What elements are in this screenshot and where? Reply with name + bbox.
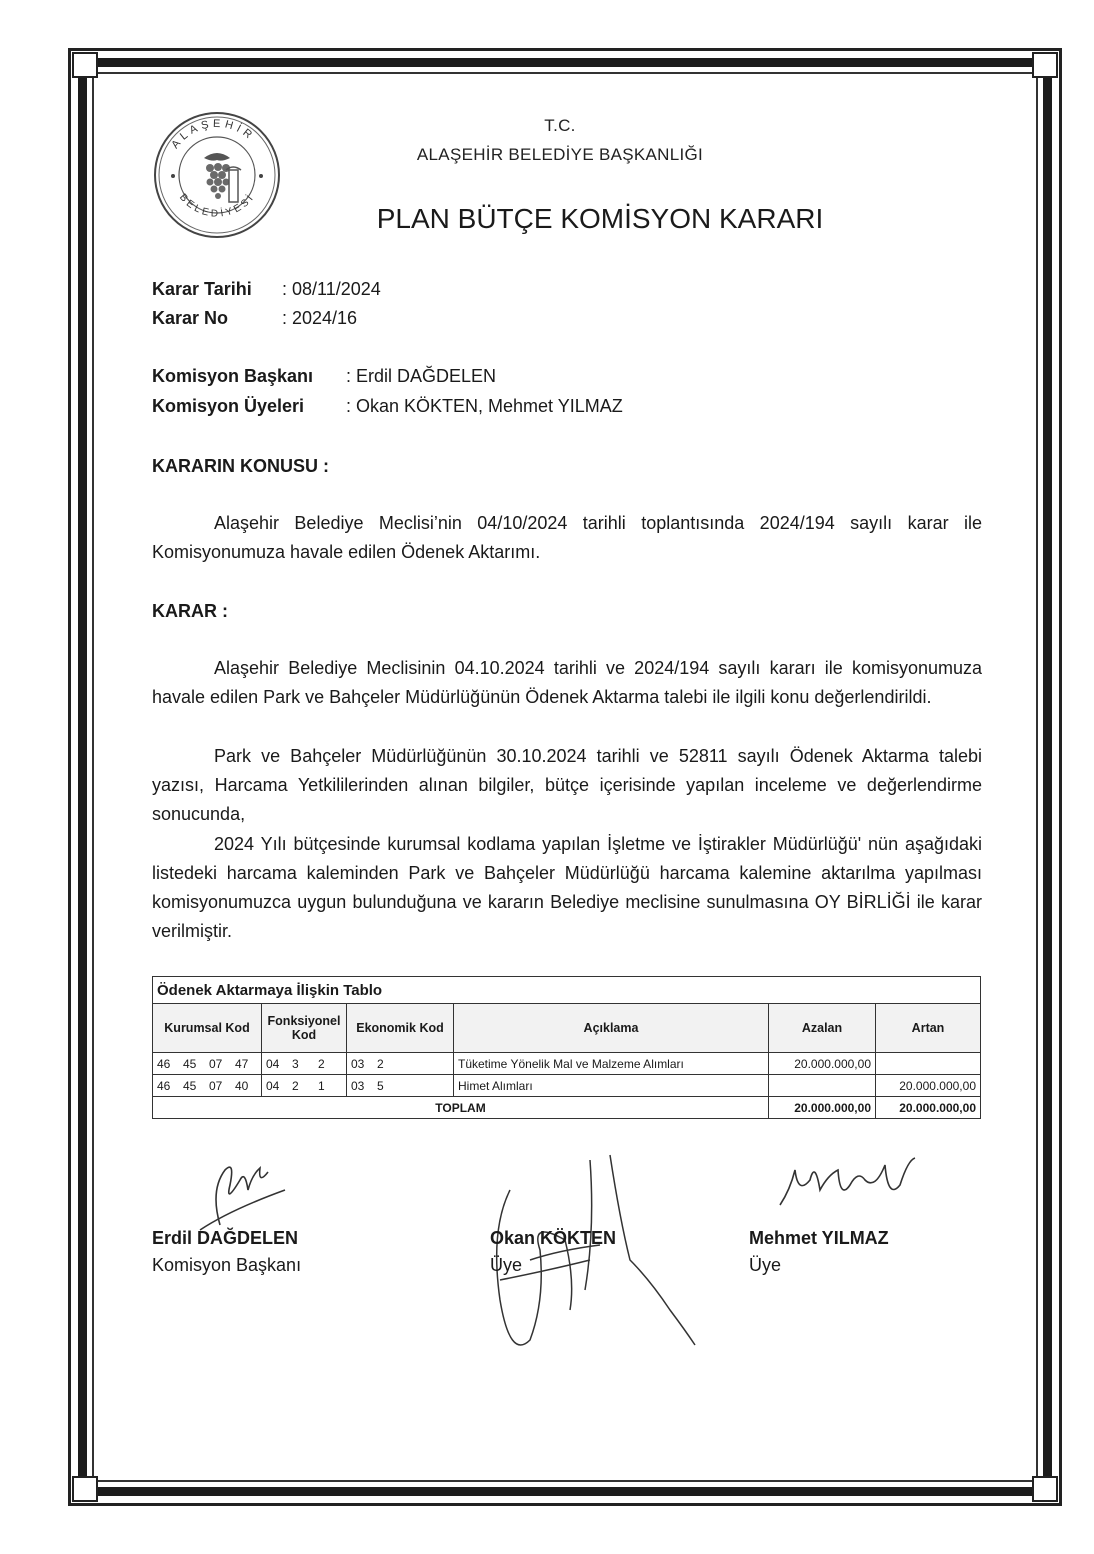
azalan-cell [769,1075,876,1097]
decision-text-2: Park ve Bahçeler Müdürlüğünün 30.10.2024 tarihli ve 52811 sayılı Ödenek Aktarma talebi yazısı, Harcama Yetkililerinden alınan bilgiler, bütçe içerisinde yapılan inceleme ve değerlendirme sonucunda, [152,746,982,824]
signature-name: Erdil DAĞDELEN [152,1228,299,1248]
table-header-row [153,1004,981,1053]
kurumsal-code-cell: 46 45 07 40 [153,1075,262,1097]
decision-paragraph-2 [152,742,982,829]
subject-paragraph [152,509,982,567]
decision-paragraph-1 [152,654,982,712]
page-title: PLAN BÜTÇE KOMİSYON KARARI [376,203,824,234]
subject-heading: KARARIN KONUSU : [152,456,329,476]
signature-name: Okan KÖKTEN [490,1228,617,1248]
municipality-seal-icon [152,110,282,245]
artan-cell: 20.000.000,00 [876,1075,981,1097]
state-heading: T.C. [544,116,576,135]
ekonomik-code-cell: 03 2 [347,1053,454,1075]
commission-members-row [152,396,623,417]
ekonomik-code-cell: 03 5 [347,1075,454,1097]
table-caption: Ödenek Aktarmaya İlişkin Tablo [153,977,981,1004]
signature-name: Mehmet YILMAZ [749,1228,889,1248]
signature-scribble-chair [190,1150,300,1240]
subject-text: Alaşehir Belediye Meclisi’nin 04/10/2024 tarihli toplantısında 2024/194 sayılı karar ile Komisyonumuza havale edilen Ödenek Aktarımı. [152,513,982,562]
artan-cell [876,1053,981,1075]
budget-transfer-table [152,976,981,1119]
commission-members-value: : Okan KÖKTEN, Mehmet YILMAZ [346,396,623,416]
seal-text-bottom: BELEDİYESİ [177,191,258,220]
table-total-row [153,1097,981,1119]
decision-no-value: : 2024/16 [282,308,358,328]
kurumsal-code-cell: 46 45 07 47 [153,1053,262,1075]
table-row [153,1053,981,1075]
commission-chair-row [152,366,496,387]
decision-date-row [152,279,381,300]
signature-member-2 [749,1228,889,1276]
decision-no-row [152,308,357,329]
fonksiyonel-code-cell: 04 3 2 [262,1053,347,1075]
signature-role: Üye [490,1255,523,1275]
header-ekonomik: Ekonomik Kod [347,1004,454,1053]
header-artan: Artan [876,1004,981,1053]
decision-date-value: : 08/11/2024 [282,279,381,299]
header-azalan: Azalan [769,1004,876,1053]
total-label: TOPLAM [153,1097,769,1119]
signature-member-1 [490,1228,616,1276]
decision-text-3: 2024 Yılı bütçesinde kurumsal kodlama yapılan İşletme ve İştirakler Müdürlüğü' nün aşağıdaki listedeki harcama kaleminden Park ve Bahçeler Müdürlüğü harcama kalemine aktarılma yapılması komisyonumuzca uygun bulunduğuna ve kararın Belediye meclisine sunulmasına OY BİRLİĞİ ile karar verilmiştir. [152,834,982,941]
signature-role: Üye [749,1255,782,1275]
frame-corner-ornament [1032,52,1058,78]
azalan-cell: 20.000.000,00 [769,1053,876,1075]
institution-heading: ALAŞEHİR BELEDİYE BAŞKANLIĞI [416,145,704,164]
aciklama-cell: Himet Alımları [454,1075,769,1097]
commission-chair-label: Komisyon Başkanı [152,366,314,386]
header-kurumsal: Kurumsal Kod [153,1004,262,1053]
seal-text-top: ALAŞEHİR [169,117,258,151]
frame-corner-ornament [1032,1476,1058,1502]
decision-date-label: Karar Tarihi [152,279,252,299]
total-artan: 20.000.000,00 [876,1097,981,1119]
total-azalan: 20.000.000,00 [769,1097,876,1119]
signature-chair [152,1228,301,1276]
decision-paragraph-3 [152,830,982,946]
decision-no-label: Karar No [152,308,229,328]
decision-heading: KARAR : [152,601,228,621]
aciklama-cell: Tüketime Yönelik Mal ve Malzeme Alımları [454,1053,769,1075]
fonksiyonel-code-cell: 04 2 1 [262,1075,347,1097]
signature-role: Komisyon Başkanı [152,1255,302,1275]
header-fonksiyonel: Fonksiyonel Kod [262,1004,347,1053]
signature-scribble-member-2 [770,1150,930,1220]
commission-members-label: Komisyon Üyeleri [152,396,305,416]
frame-corner-ornament [72,52,98,78]
table-row [153,1075,981,1097]
frame-corner-ornament [72,1476,98,1502]
header-aciklama: Açıklama [454,1004,769,1053]
decision-text-1: Alaşehir Belediye Meclisinin 04.10.2024 tarihli ve 2024/194 sayılı kararı ile komisyonumuza havale edilen Park ve Bahçeler Müdürlüğünün Ödenek Aktarma talebi ile ilgili konu değerlendirildi. [152,658,982,707]
commission-chair-value: : Erdil DAĞDELEN [346,366,497,386]
